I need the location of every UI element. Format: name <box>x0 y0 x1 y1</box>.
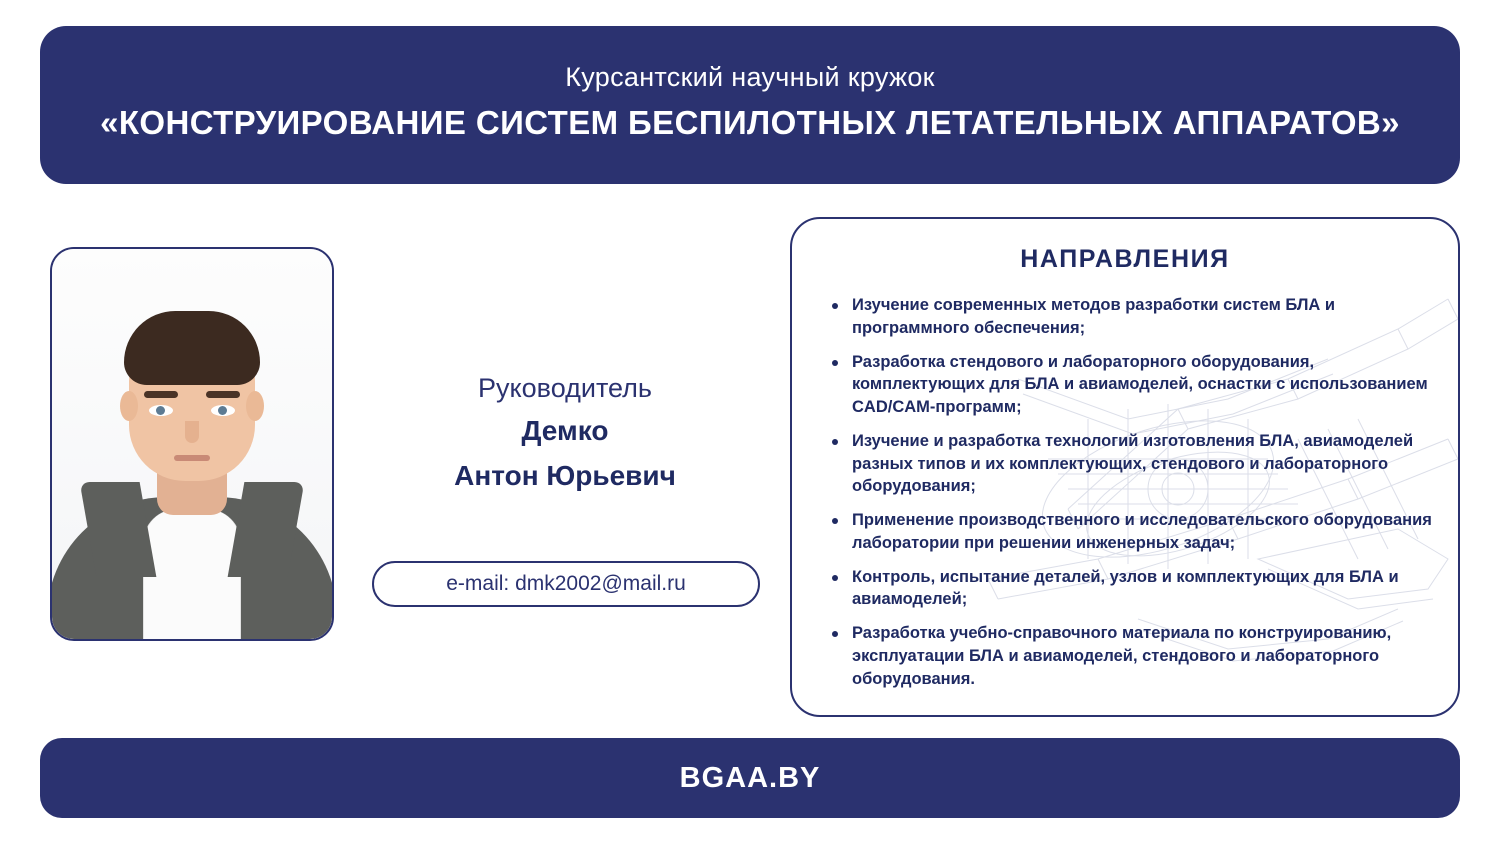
portrait-hair <box>124 311 260 385</box>
header-subtitle: Курсантский научный кружок <box>565 62 935 93</box>
leader-photo <box>50 247 334 641</box>
page-title: «КОНСТРУИРОВАНИЕ СИСТЕМ БЕСПИЛОТНЫХ ЛЕТАТЕЛЬНЫХ АППАРАТОВ» <box>100 104 1400 142</box>
leader-role: Руководитель <box>478 373 652 403</box>
portrait-brow-right <box>206 391 240 398</box>
portrait-ear-left <box>120 391 138 421</box>
portrait-eye-right <box>211 405 235 416</box>
list-item: Изучение и разработка технологий изготовления БЛА, авиамоделей разных типов и их комплектующих, стендового и лабораторного оборудования; <box>826 430 1432 498</box>
portrait-brow-left <box>144 391 178 398</box>
portrait-shirt <box>143 509 241 641</box>
website-label[interactable]: BGAA.BY <box>679 761 821 794</box>
portrait-mouth <box>174 455 210 461</box>
header-band <box>40 26 1460 184</box>
email-pill[interactable] <box>372 561 760 607</box>
footer-band <box>40 738 1460 818</box>
list-item: Разработка учебно-справочного материала по конструированию, эксплуатации БЛА и авиамоделей, стендового и лабораторного оборудования. <box>826 622 1432 690</box>
portrait-nose <box>185 421 199 443</box>
list-item: Изучение современных методов разработки систем БЛА и программного обеспечения; <box>826 294 1432 340</box>
portrait-ear-right <box>246 391 264 421</box>
list-item: Применение производственного и исследовательского оборудования лаборатории при решении инженерных задач; <box>826 509 1432 555</box>
leader-info <box>360 370 770 496</box>
directions-title: НАПРАВЛЕНИЯ <box>1020 245 1230 273</box>
directions-card <box>790 217 1460 717</box>
portrait-eye-left <box>149 405 173 416</box>
email-text: e-mail: dmk2002@mail.ru <box>446 572 686 595</box>
leader-last-name: Демко <box>521 415 609 447</box>
leader-first-patronymic: Антон Юрьевич <box>454 460 676 492</box>
directions-list <box>826 294 1432 690</box>
portrait-illustration <box>52 249 332 639</box>
list-item: Контроль, испытание деталей, узлов и комплектующих для БЛА и авиамоделей; <box>826 566 1432 612</box>
list-item: Разработка стендового и лабораторного оборудования, комплектующих для БЛА и авиамоделей, оснастки с использованием CAD/CAM-программ; <box>826 351 1432 419</box>
